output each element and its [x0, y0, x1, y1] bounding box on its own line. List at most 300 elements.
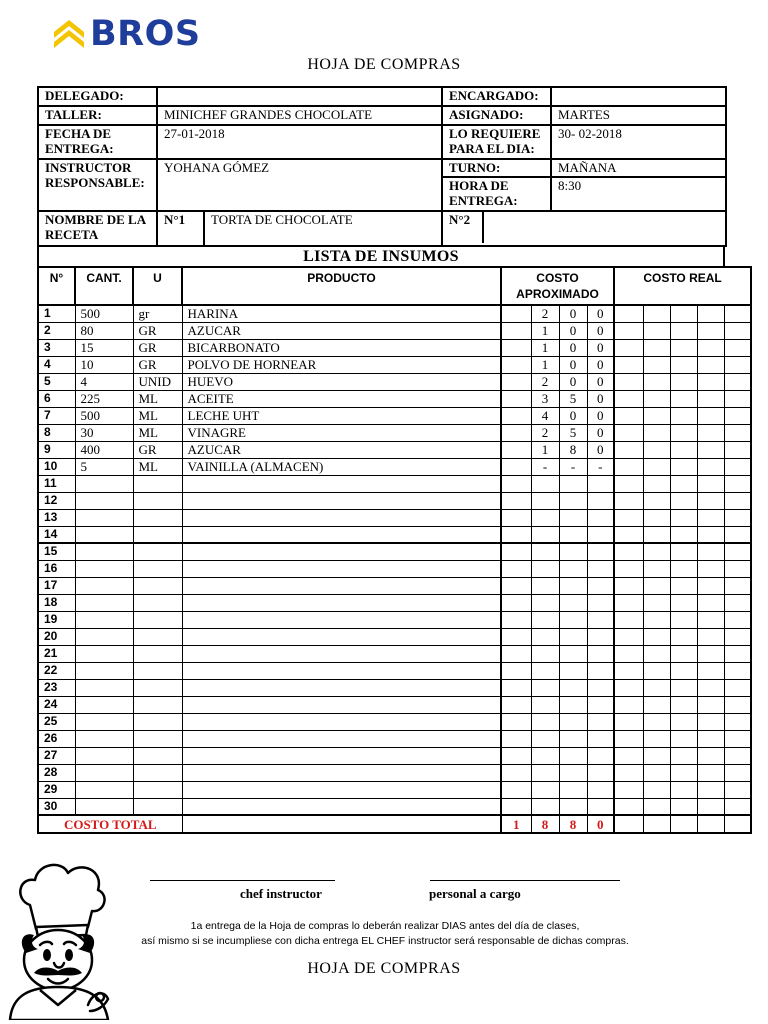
costo-aprox-digit[interactable]: [559, 679, 587, 696]
cant-cell[interactable]: [75, 611, 133, 628]
costo-aprox-digit[interactable]: [587, 798, 614, 815]
costo-aprox-digit[interactable]: [587, 628, 614, 645]
producto-cell[interactable]: [182, 594, 501, 611]
costo-aprox-digit[interactable]: [587, 492, 614, 509]
costo-real-digit[interactable]: [724, 475, 751, 492]
costo-aprox-digit[interactable]: [587, 543, 614, 560]
unit-cell[interactable]: [133, 781, 182, 798]
costo-real-digit[interactable]: [614, 560, 643, 577]
costo-real-digit[interactable]: [670, 662, 697, 679]
costo-real-digit[interactable]: [724, 339, 751, 356]
costo-aprox-digit[interactable]: [501, 696, 531, 713]
costo-aprox-digit[interactable]: [587, 713, 614, 730]
costo-real-digit[interactable]: [614, 628, 643, 645]
costo-aprox-digit[interactable]: [559, 730, 587, 747]
unit-cell[interactable]: [133, 764, 182, 781]
costo-aprox-digit[interactable]: 0: [587, 373, 614, 390]
costo-aprox-digit[interactable]: 2: [531, 373, 559, 390]
costo-real-digit[interactable]: [697, 543, 724, 560]
costo-real-digit[interactable]: [697, 322, 724, 339]
costo-real-digit[interactable]: [697, 713, 724, 730]
costo-real-digit[interactable]: [724, 322, 751, 339]
costo-real-digit[interactable]: [697, 628, 724, 645]
costo-aprox-digit[interactable]: 1: [531, 356, 559, 373]
costo-aprox-digit[interactable]: [587, 679, 614, 696]
unit-cell[interactable]: [133, 594, 182, 611]
costo-aprox-digit[interactable]: [531, 526, 559, 543]
costo-real-digit[interactable]: [643, 679, 670, 696]
costo-real-digit[interactable]: [643, 441, 670, 458]
cant-cell[interactable]: [75, 662, 133, 679]
costo-aprox-digit[interactable]: [559, 713, 587, 730]
unit-cell[interactable]: [133, 509, 182, 526]
costo-aprox-digit[interactable]: [531, 679, 559, 696]
costo-real-digit[interactable]: [614, 730, 643, 747]
costo-real-digit[interactable]: [614, 509, 643, 526]
costo-aprox-digit[interactable]: [559, 764, 587, 781]
costo-real-digit[interactable]: [724, 747, 751, 764]
costo-aprox-digit[interactable]: 4: [531, 407, 559, 424]
receta-n2-field[interactable]: [484, 212, 725, 243]
costo-real-digit[interactable]: [614, 696, 643, 713]
costo-real-digit[interactable]: [614, 424, 643, 441]
costo-aprox-digit[interactable]: [559, 594, 587, 611]
producto-cell[interactable]: [182, 713, 501, 730]
costo-real-digit[interactable]: [670, 628, 697, 645]
producto-cell[interactable]: [182, 509, 501, 526]
costo-real-total-digit[interactable]: [614, 815, 643, 833]
costo-real-digit[interactable]: [643, 560, 670, 577]
cant-cell[interactable]: [75, 526, 133, 543]
costo-real-digit[interactable]: [697, 492, 724, 509]
costo-real-digit[interactable]: [614, 662, 643, 679]
costo-aprox-digit[interactable]: [531, 594, 559, 611]
costo-real-digit[interactable]: [724, 560, 751, 577]
costo-aprox-digit[interactable]: [531, 560, 559, 577]
costo-real-total-digit[interactable]: [670, 815, 697, 833]
costo-aprox-digit[interactable]: [501, 407, 531, 424]
costo-real-digit[interactable]: [643, 458, 670, 475]
costo-real-digit[interactable]: [724, 781, 751, 798]
costo-real-digit[interactable]: [614, 747, 643, 764]
costo-real-digit[interactable]: [697, 526, 724, 543]
costo-aprox-digit[interactable]: [587, 594, 614, 611]
costo-aprox-digit[interactable]: [587, 611, 614, 628]
costo-aprox-digit[interactable]: 0: [559, 356, 587, 373]
costo-real-digit[interactable]: [643, 526, 670, 543]
costo-aprox-digit[interactable]: -: [559, 458, 587, 475]
unit-cell[interactable]: [133, 611, 182, 628]
producto-cell[interactable]: VINAGRE: [182, 424, 501, 441]
costo-aprox-digit[interactable]: [501, 781, 531, 798]
costo-aprox-digit[interactable]: [587, 730, 614, 747]
cant-cell[interactable]: [75, 543, 133, 560]
costo-real-digit[interactable]: [614, 645, 643, 662]
costo-real-digit[interactable]: [643, 305, 670, 322]
costo-real-digit[interactable]: [643, 730, 670, 747]
cant-cell[interactable]: 10: [75, 356, 133, 373]
costo-aprox-digit[interactable]: [587, 645, 614, 662]
costo-aprox-digit[interactable]: [531, 696, 559, 713]
cant-cell[interactable]: 80: [75, 322, 133, 339]
costo-real-digit[interactable]: [724, 662, 751, 679]
costo-real-digit[interactable]: [614, 577, 643, 594]
costo-aprox-digit[interactable]: [501, 305, 531, 322]
costo-real-digit[interactable]: [643, 373, 670, 390]
costo-real-digit[interactable]: [643, 407, 670, 424]
unit-cell[interactable]: [133, 662, 182, 679]
costo-real-digit[interactable]: [697, 730, 724, 747]
costo-aprox-digit[interactable]: [501, 339, 531, 356]
costo-aprox-digit[interactable]: 0: [559, 407, 587, 424]
costo-aprox-digit[interactable]: [501, 747, 531, 764]
costo-real-digit[interactable]: [697, 577, 724, 594]
costo-real-digit[interactable]: [724, 424, 751, 441]
costo-real-total-digit[interactable]: [724, 815, 751, 833]
costo-real-digit[interactable]: [614, 781, 643, 798]
costo-aprox-digit[interactable]: -: [531, 458, 559, 475]
costo-aprox-digit[interactable]: [531, 747, 559, 764]
costo-real-digit[interactable]: [614, 441, 643, 458]
costo-aprox-digit[interactable]: [501, 356, 531, 373]
costo-real-digit[interactable]: [670, 747, 697, 764]
costo-aprox-digit[interactable]: [559, 475, 587, 492]
costo-aprox-digit[interactable]: [531, 628, 559, 645]
producto-cell[interactable]: [182, 560, 501, 577]
unit-cell[interactable]: [133, 628, 182, 645]
costo-real-digit[interactable]: [724, 509, 751, 526]
costo-real-digit[interactable]: [614, 713, 643, 730]
cant-cell[interactable]: [75, 713, 133, 730]
producto-cell[interactable]: POLVO DE HORNEAR: [182, 356, 501, 373]
costo-aprox-digit[interactable]: [501, 560, 531, 577]
costo-aprox-digit[interactable]: [531, 713, 559, 730]
costo-real-digit[interactable]: [724, 356, 751, 373]
costo-real-digit[interactable]: [670, 407, 697, 424]
producto-cell[interactable]: [182, 492, 501, 509]
costo-aprox-digit[interactable]: [531, 662, 559, 679]
costo-aprox-digit[interactable]: 1: [531, 441, 559, 458]
unit-cell[interactable]: [133, 645, 182, 662]
costo-real-digit[interactable]: [670, 696, 697, 713]
costo-aprox-digit[interactable]: 0: [559, 305, 587, 322]
unit-cell[interactable]: [133, 798, 182, 815]
costo-real-digit[interactable]: [614, 305, 643, 322]
producto-cell[interactable]: [182, 679, 501, 696]
costo-real-digit[interactable]: [724, 390, 751, 407]
costo-real-digit[interactable]: [697, 356, 724, 373]
producto-cell[interactable]: [182, 577, 501, 594]
costo-aprox-digit[interactable]: 0: [587, 424, 614, 441]
costo-real-digit[interactable]: [670, 390, 697, 407]
costo-aprox-digit[interactable]: [531, 764, 559, 781]
costo-real-digit[interactable]: [614, 339, 643, 356]
cant-cell[interactable]: 500: [75, 305, 133, 322]
costo-real-digit[interactable]: [614, 407, 643, 424]
unit-cell[interactable]: [133, 696, 182, 713]
costo-aprox-digit[interactable]: [531, 730, 559, 747]
costo-aprox-digit[interactable]: [559, 747, 587, 764]
costo-real-digit[interactable]: [697, 373, 724, 390]
costo-aprox-digit[interactable]: [531, 543, 559, 560]
cant-cell[interactable]: 500: [75, 407, 133, 424]
fecha-entrega-field[interactable]: 27-01-2018: [157, 125, 442, 159]
costo-aprox-digit[interactable]: [587, 781, 614, 798]
costo-aprox-digit[interactable]: [501, 662, 531, 679]
instructor-field[interactable]: YOHANA GÓMEZ: [157, 159, 442, 211]
costo-aprox-digit[interactable]: [531, 798, 559, 815]
costo-real-digit[interactable]: [670, 322, 697, 339]
costo-real-digit[interactable]: [614, 526, 643, 543]
costo-real-digit[interactable]: [614, 594, 643, 611]
costo-aprox-digit[interactable]: 0: [559, 373, 587, 390]
costo-aprox-digit[interactable]: [531, 611, 559, 628]
costo-aprox-digit[interactable]: [501, 628, 531, 645]
costo-real-digit[interactable]: [724, 492, 751, 509]
costo-real-digit[interactable]: [643, 492, 670, 509]
cant-cell[interactable]: 225: [75, 390, 133, 407]
costo-aprox-digit[interactable]: 0: [559, 322, 587, 339]
costo-real-digit[interactable]: [670, 339, 697, 356]
cant-cell[interactable]: [75, 679, 133, 696]
unit-cell[interactable]: GR: [133, 322, 182, 339]
producto-cell[interactable]: [182, 747, 501, 764]
costo-aprox-digit[interactable]: [501, 509, 531, 526]
costo-real-digit[interactable]: [724, 543, 751, 560]
costo-aprox-digit[interactable]: 8: [559, 441, 587, 458]
costo-real-digit[interactable]: [643, 611, 670, 628]
costo-aprox-digit[interactable]: 2: [531, 424, 559, 441]
costo-real-digit[interactable]: [670, 594, 697, 611]
costo-real-digit[interactable]: [670, 713, 697, 730]
costo-real-digit[interactable]: [643, 747, 670, 764]
costo-aprox-digit[interactable]: 0: [559, 339, 587, 356]
cant-cell[interactable]: [75, 475, 133, 492]
costo-real-digit[interactable]: [697, 407, 724, 424]
costo-aprox-digit[interactable]: [501, 373, 531, 390]
cant-cell[interactable]: [75, 492, 133, 509]
costo-aprox-digit[interactable]: [559, 526, 587, 543]
cant-cell[interactable]: [75, 645, 133, 662]
costo-real-digit[interactable]: [643, 424, 670, 441]
costo-real-digit[interactable]: [697, 458, 724, 475]
unit-cell[interactable]: [133, 577, 182, 594]
costo-aprox-digit[interactable]: [531, 781, 559, 798]
costo-real-digit[interactable]: [724, 798, 751, 815]
taller-field[interactable]: MINICHEF GRANDES CHOCOLATE: [157, 106, 442, 125]
costo-aprox-digit[interactable]: [587, 764, 614, 781]
costo-real-digit[interactable]: [697, 747, 724, 764]
costo-aprox-digit[interactable]: 2: [531, 305, 559, 322]
costo-real-digit[interactable]: [670, 679, 697, 696]
costo-real-digit[interactable]: [614, 492, 643, 509]
producto-cell[interactable]: ACEITE: [182, 390, 501, 407]
costo-aprox-digit[interactable]: [531, 577, 559, 594]
hora-entrega-field[interactable]: 8:30: [551, 177, 726, 211]
cant-cell[interactable]: [75, 781, 133, 798]
cant-cell[interactable]: [75, 628, 133, 645]
producto-cell[interactable]: HUEVO: [182, 373, 501, 390]
costo-aprox-digit[interactable]: 0: [587, 407, 614, 424]
costo-real-digit[interactable]: [697, 475, 724, 492]
costo-real-digit[interactable]: [697, 424, 724, 441]
costo-real-digit[interactable]: [724, 679, 751, 696]
costo-real-digit[interactable]: [724, 696, 751, 713]
costo-aprox-digit[interactable]: [501, 679, 531, 696]
costo-aprox-digit[interactable]: [559, 577, 587, 594]
encargado-field[interactable]: [551, 87, 726, 106]
costo-real-digit[interactable]: [670, 458, 697, 475]
costo-aprox-digit[interactable]: 3: [531, 390, 559, 407]
costo-aprox-digit[interactable]: 5: [559, 390, 587, 407]
unit-cell[interactable]: GR: [133, 339, 182, 356]
costo-aprox-digit[interactable]: [501, 458, 531, 475]
costo-aprox-digit[interactable]: [531, 509, 559, 526]
costo-real-digit[interactable]: [724, 611, 751, 628]
costo-aprox-digit[interactable]: 0: [587, 305, 614, 322]
costo-real-digit[interactable]: [643, 781, 670, 798]
costo-aprox-digit[interactable]: [559, 696, 587, 713]
costo-aprox-digit[interactable]: [501, 441, 531, 458]
costo-real-digit[interactable]: [697, 339, 724, 356]
costo-real-digit[interactable]: [614, 356, 643, 373]
costo-real-digit[interactable]: [697, 696, 724, 713]
costo-aprox-digit[interactable]: [559, 611, 587, 628]
costo-real-digit[interactable]: [697, 764, 724, 781]
costo-aprox-digit[interactable]: [501, 730, 531, 747]
costo-aprox-digit[interactable]: [587, 526, 614, 543]
costo-real-digit[interactable]: [724, 577, 751, 594]
costo-aprox-digit[interactable]: [501, 526, 531, 543]
cant-cell[interactable]: [75, 560, 133, 577]
unit-cell[interactable]: [133, 492, 182, 509]
costo-aprox-digit[interactable]: [531, 492, 559, 509]
producto-cell[interactable]: [182, 662, 501, 679]
costo-real-digit[interactable]: [724, 526, 751, 543]
costo-aprox-digit[interactable]: [501, 322, 531, 339]
asignado-field[interactable]: MARTES: [551, 106, 726, 125]
producto-cell[interactable]: [182, 628, 501, 645]
costo-real-digit[interactable]: [643, 339, 670, 356]
costo-real-digit[interactable]: [724, 730, 751, 747]
costo-aprox-digit[interactable]: [587, 560, 614, 577]
costo-real-digit[interactable]: [614, 475, 643, 492]
costo-real-digit[interactable]: [724, 407, 751, 424]
unit-cell[interactable]: GR: [133, 356, 182, 373]
costo-aprox-digit[interactable]: [531, 475, 559, 492]
costo-aprox-digit[interactable]: [587, 662, 614, 679]
costo-real-digit[interactable]: [670, 475, 697, 492]
unit-cell[interactable]: ML: [133, 407, 182, 424]
unit-cell[interactable]: gr: [133, 305, 182, 322]
costo-real-digit[interactable]: [670, 373, 697, 390]
producto-cell[interactable]: AZUCAR: [182, 441, 501, 458]
costo-real-digit[interactable]: [724, 458, 751, 475]
costo-real-digit[interactable]: [643, 764, 670, 781]
unit-cell[interactable]: [133, 679, 182, 696]
costo-aprox-digit[interactable]: [531, 645, 559, 662]
costo-real-digit[interactable]: [643, 662, 670, 679]
costo-real-digit[interactable]: [724, 305, 751, 322]
costo-aprox-digit[interactable]: 0: [587, 322, 614, 339]
costo-aprox-digit[interactable]: [559, 645, 587, 662]
costo-real-digit[interactable]: [614, 679, 643, 696]
delegado-field[interactable]: [157, 87, 442, 106]
cant-cell[interactable]: 15: [75, 339, 133, 356]
costo-real-digit[interactable]: [697, 594, 724, 611]
costo-real-digit[interactable]: [697, 390, 724, 407]
costo-aprox-digit[interactable]: 1: [531, 322, 559, 339]
cant-cell[interactable]: [75, 577, 133, 594]
costo-real-digit[interactable]: [670, 356, 697, 373]
costo-aprox-digit[interactable]: [587, 747, 614, 764]
costo-real-digit[interactable]: [697, 611, 724, 628]
unit-cell[interactable]: ML: [133, 390, 182, 407]
producto-cell[interactable]: [182, 645, 501, 662]
unit-cell[interactable]: [133, 730, 182, 747]
costo-real-digit[interactable]: [670, 798, 697, 815]
costo-real-digit[interactable]: [697, 798, 724, 815]
costo-aprox-digit[interactable]: [559, 662, 587, 679]
costo-aprox-digit[interactable]: [501, 798, 531, 815]
receta-n1-field[interactable]: TORTA DE CHOCOLATE: [204, 211, 442, 246]
costo-real-digit[interactable]: [670, 611, 697, 628]
costo-real-digit[interactable]: [643, 356, 670, 373]
costo-real-digit[interactable]: [614, 390, 643, 407]
costo-real-digit[interactable]: [643, 577, 670, 594]
costo-real-digit[interactable]: [643, 713, 670, 730]
costo-aprox-digit[interactable]: [559, 560, 587, 577]
cant-cell[interactable]: 30: [75, 424, 133, 441]
costo-real-digit[interactable]: [670, 764, 697, 781]
producto-cell[interactable]: VAINILLA (ALMACEN): [182, 458, 501, 475]
unit-cell[interactable]: [133, 475, 182, 492]
costo-real-digit[interactable]: [697, 509, 724, 526]
costo-real-digit[interactable]: [643, 390, 670, 407]
costo-real-digit[interactable]: [614, 373, 643, 390]
costo-real-digit[interactable]: [670, 441, 697, 458]
costo-aprox-digit[interactable]: [501, 424, 531, 441]
producto-cell[interactable]: BICARBONATO: [182, 339, 501, 356]
costo-aprox-digit[interactable]: 5: [559, 424, 587, 441]
costo-real-digit[interactable]: [724, 594, 751, 611]
cant-cell[interactable]: [75, 730, 133, 747]
costo-aprox-digit[interactable]: [587, 509, 614, 526]
costo-aprox-digit[interactable]: [501, 543, 531, 560]
costo-real-digit[interactable]: [697, 781, 724, 798]
costo-real-digit[interactable]: [670, 305, 697, 322]
costo-aprox-digit[interactable]: [587, 577, 614, 594]
costo-real-digit[interactable]: [670, 424, 697, 441]
costo-aprox-digit[interactable]: [559, 543, 587, 560]
unit-cell[interactable]: [133, 560, 182, 577]
cant-cell[interactable]: 400: [75, 441, 133, 458]
costo-real-digit[interactable]: [670, 560, 697, 577]
costo-real-digit[interactable]: [670, 543, 697, 560]
costo-real-digit[interactable]: [614, 543, 643, 560]
costo-aprox-digit[interactable]: [501, 764, 531, 781]
unit-cell[interactable]: [133, 543, 182, 560]
cant-cell[interactable]: [75, 509, 133, 526]
cant-cell[interactable]: [75, 696, 133, 713]
costo-real-digit[interactable]: [643, 696, 670, 713]
costo-real-digit[interactable]: [614, 458, 643, 475]
costo-real-digit[interactable]: [724, 645, 751, 662]
costo-aprox-digit[interactable]: [587, 475, 614, 492]
costo-real-digit[interactable]: [643, 594, 670, 611]
cant-cell[interactable]: [75, 747, 133, 764]
costo-aprox-digit[interactable]: 0: [587, 356, 614, 373]
